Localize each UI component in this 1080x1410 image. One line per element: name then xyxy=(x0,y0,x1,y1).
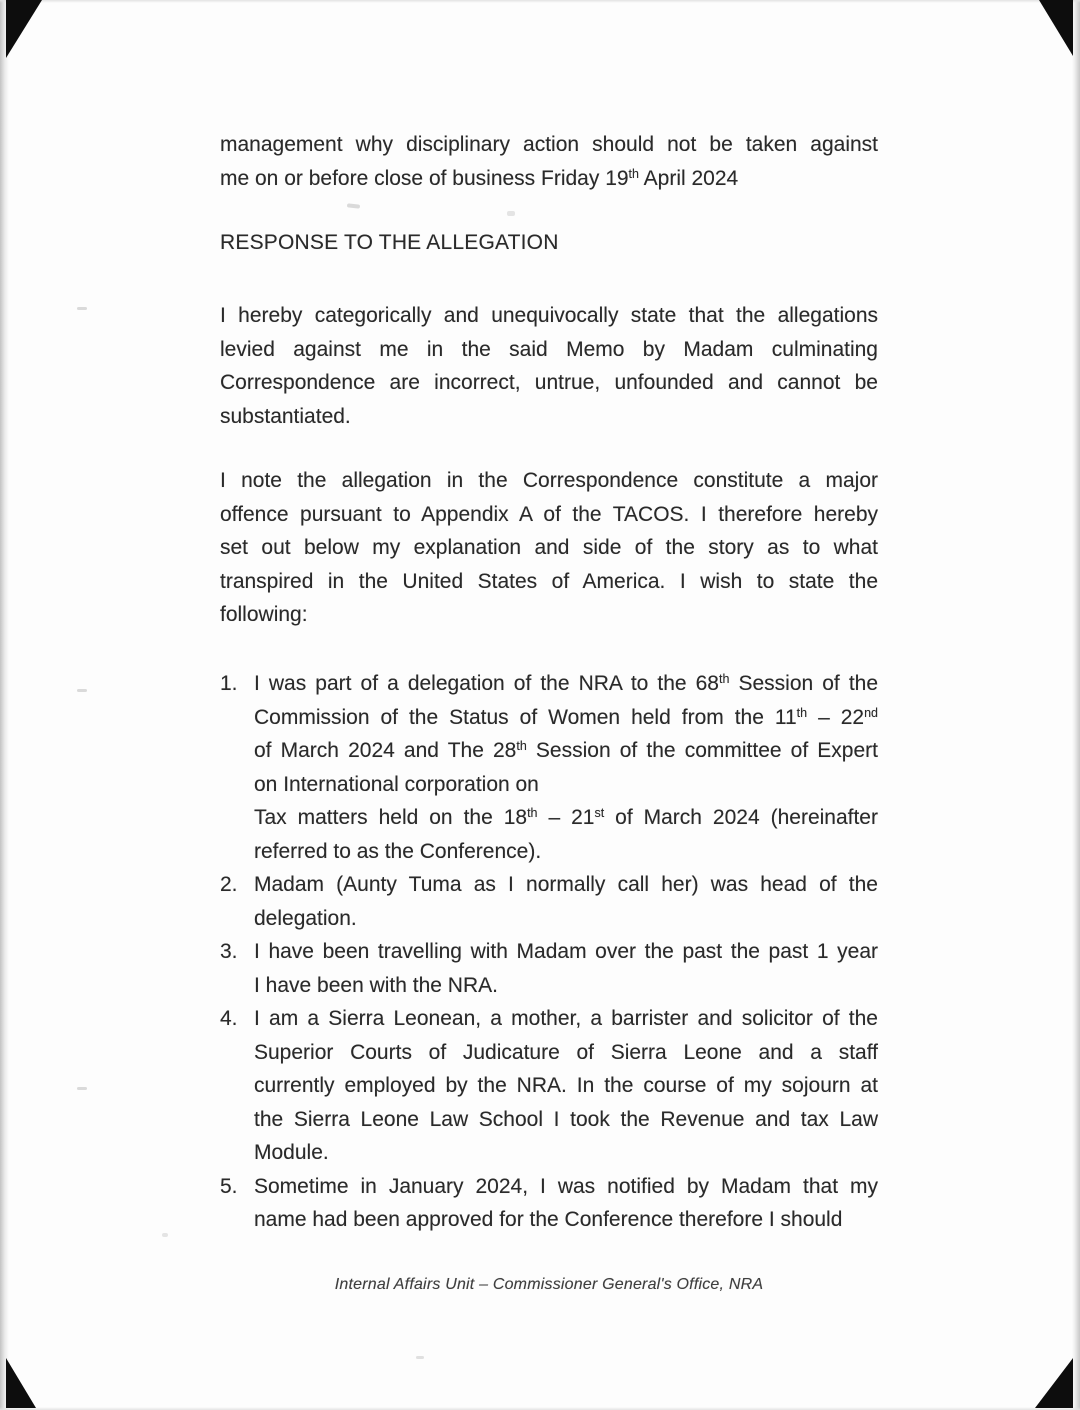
text-line: of March 2024 and The 28th Session of the committee of Expert xyxy=(254,739,878,762)
text-line: the Sierra Leone Law School I took the Revenue and tax Law xyxy=(254,1107,878,1131)
text-line: Correspondence are incorrect, untrue, unfounded and cannot be xyxy=(220,371,878,394)
text-line: management why disciplinary action should not be taken against xyxy=(220,133,878,156)
text-line: Madam (Aunty Tuma as I normally call her) was head of the xyxy=(254,873,878,896)
text-line: following: xyxy=(220,603,308,626)
corner-artifact-top-left xyxy=(6,0,42,58)
text-line: substantiated. xyxy=(220,404,351,428)
corner-artifact-bottom-left xyxy=(6,1358,36,1408)
scan-smudge xyxy=(416,1356,424,1359)
list-item-2 xyxy=(220,868,878,935)
text-line: referred to as the Conference). xyxy=(254,839,542,863)
page-edge-top xyxy=(0,0,1080,3)
scan-smudge xyxy=(507,211,515,216)
text-line: Tax matters held on the 18th – 21st of March 2024 (hereinafter xyxy=(254,806,878,829)
text-line: currently employed by the NRA. In the course of my sojourn at xyxy=(254,1074,878,1097)
intro-paragraph xyxy=(220,128,878,195)
text-line: name had been approved for the Conference therefore I should xyxy=(254,1208,843,1231)
list-item-5 xyxy=(220,1170,878,1237)
footer-text: Internal Affairs Unit – Commissioner General's Office, NRA xyxy=(334,1276,764,1293)
text-line: transpired in the United States of America. I wish to state the xyxy=(220,569,878,593)
paragraph-note xyxy=(220,464,878,632)
list-item-1 xyxy=(220,667,878,868)
scan-smudge xyxy=(77,307,87,310)
section-heading: RESPONSE TO THE ALLEGATION xyxy=(220,231,559,254)
text-line: levied against me in the said Memo by Madam culminating xyxy=(220,337,878,361)
text-line: Commission of the Status of Women held from the 11th – 22nd xyxy=(254,705,878,729)
scan-smudge xyxy=(77,1087,87,1090)
text-line: Sometime in January 2024, I was notified by Madam that my xyxy=(254,1174,878,1198)
text-line: on International corporation on xyxy=(254,772,539,796)
list-number: 1. xyxy=(220,672,238,695)
text-line: delegation. xyxy=(254,906,357,930)
text-line: I have been with the NRA. xyxy=(254,973,498,997)
list-number: 4. xyxy=(220,1007,238,1030)
numbered-list xyxy=(220,667,878,1237)
text-line: I note the allegation in the Correspondence constitute a major xyxy=(220,469,878,492)
list-number: 3. xyxy=(220,940,238,963)
scan-smudge xyxy=(77,689,87,692)
list-number: 2. xyxy=(220,873,238,896)
scan-smudge xyxy=(347,203,360,208)
text-line: I am a Sierra Leonean, a mother, a barrister and solicitor of the xyxy=(254,1007,878,1030)
corner-artifact-bottom-right xyxy=(1035,1358,1073,1408)
list-item-4 xyxy=(220,1002,878,1170)
scan-smudge xyxy=(162,1233,168,1237)
page-edge-right xyxy=(1072,0,1080,1410)
paragraph-allegation-denial xyxy=(220,299,878,433)
text-line: me on or before close of business Friday 19th April 2024 xyxy=(220,166,739,190)
text-line: I was part of a delegation of the NRA to the 68th Session of the xyxy=(254,672,879,695)
list-item-3 xyxy=(220,935,878,1002)
text-line: offence pursuant to Appendix A of the TACOS. I therefore hereby xyxy=(220,502,878,526)
text-line: set out below my explanation and side of the story as to what xyxy=(220,536,878,559)
text-line: I hereby categorically and unequivocally state that the allegations xyxy=(220,304,878,327)
text-line: I have been travelling with Madam over the past the past 1 year xyxy=(254,940,878,963)
text-line: Superior Courts of Judicature of Sierra Leone and a staff xyxy=(254,1040,878,1064)
text-line: Module. xyxy=(254,1141,329,1164)
list-number: 5. xyxy=(220,1174,238,1198)
page-edge-left xyxy=(0,0,9,1410)
corner-artifact-top-right xyxy=(1039,0,1073,56)
